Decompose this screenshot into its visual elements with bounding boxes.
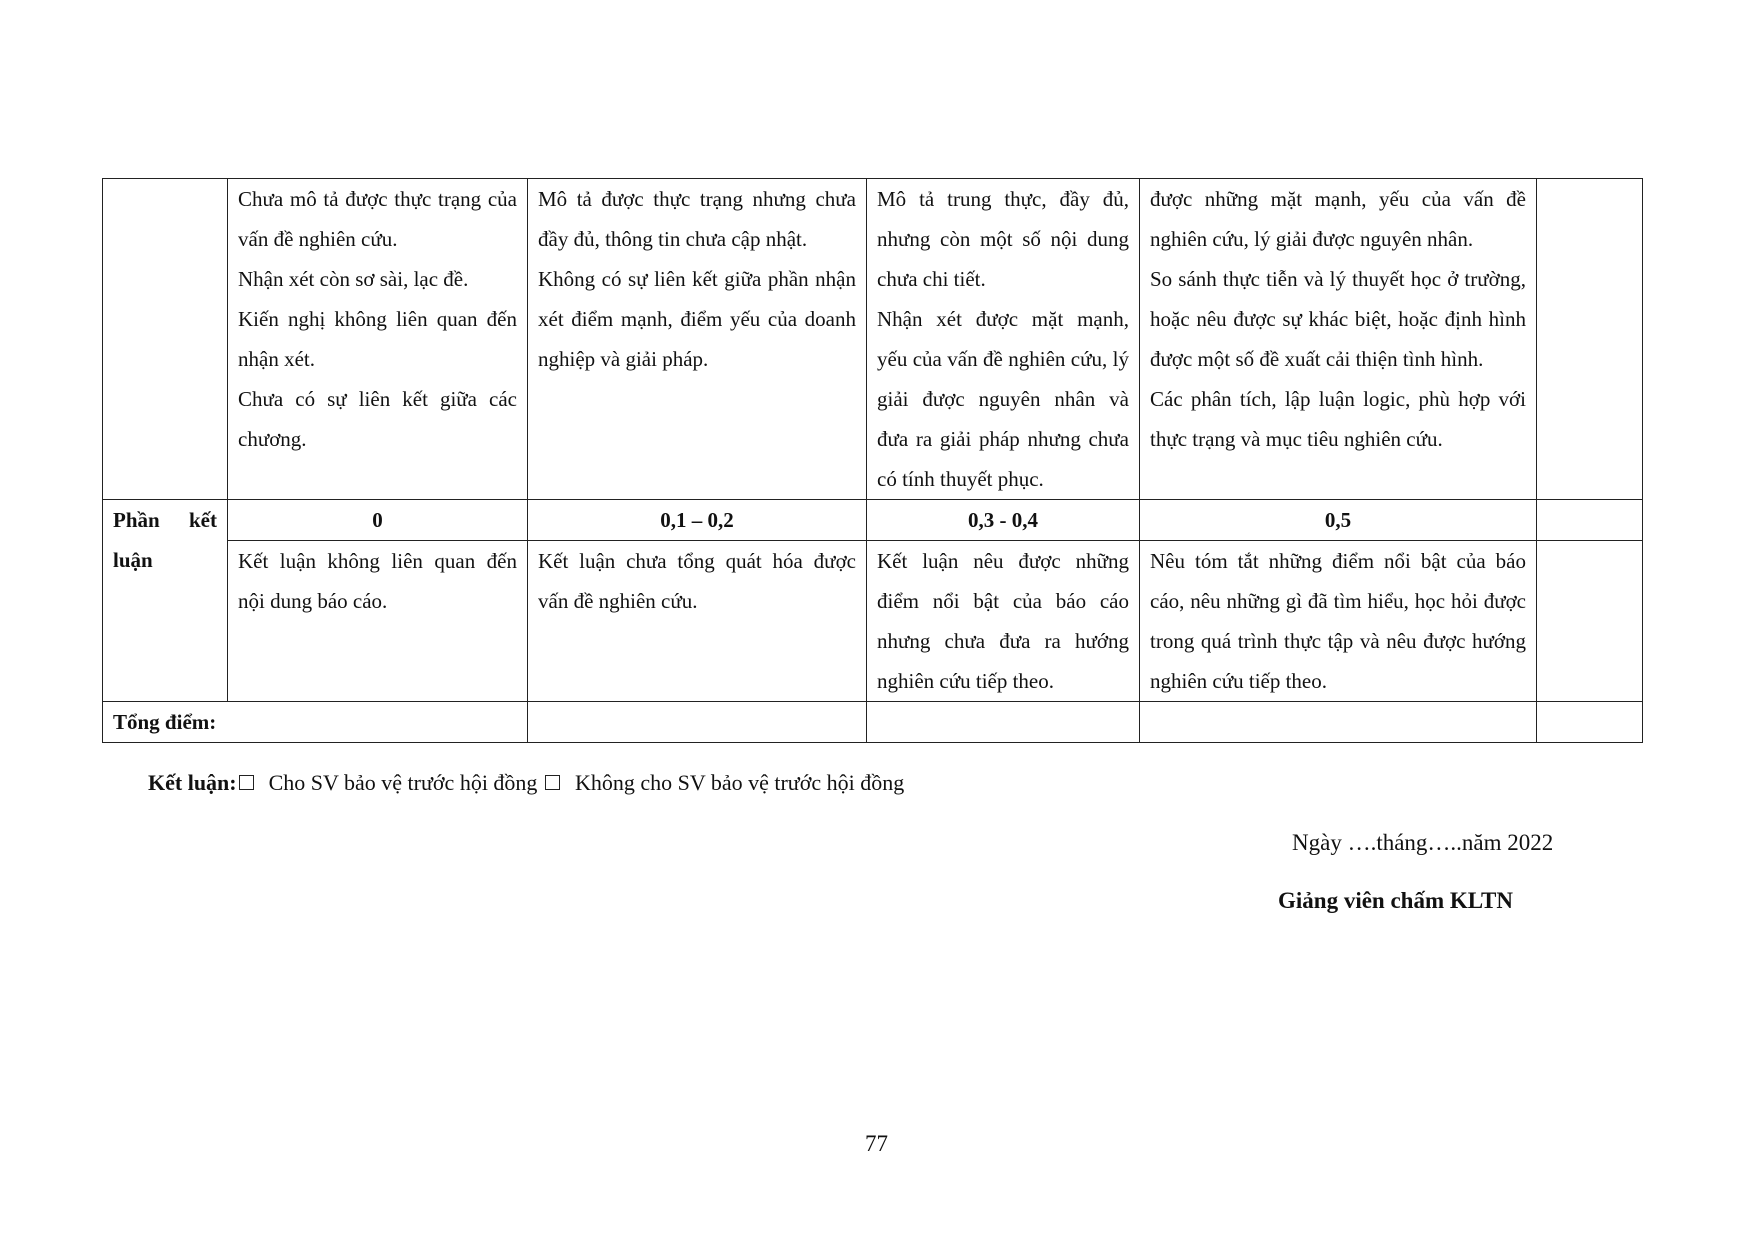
deny-defense-checkbox[interactable] bbox=[545, 775, 560, 790]
conclusion-label: Kết luận: bbox=[148, 770, 237, 795]
conclusion-level-1-description: Kết luận chưa tổng quát hóa được vấn đề nghiên cứu. bbox=[528, 541, 867, 702]
score-level-1: 0,1 – 0,2 bbox=[528, 500, 867, 541]
score-entry-cell bbox=[1537, 179, 1643, 500]
score-entry-cell bbox=[1537, 541, 1643, 702]
total-cell bbox=[867, 702, 1140, 743]
conclusion-level-2-description: Kết luận nêu được những điểm nổi bật của báo cáo nhưng chưa đưa ra hướng nghiên cứu tiếp theo. bbox=[867, 541, 1140, 702]
criterion-label-cell bbox=[103, 179, 228, 500]
allow-defense-option: Cho SV bảo vệ trước hội đồng bbox=[268, 770, 538, 795]
total-score-label: Tổng điểm: bbox=[103, 702, 528, 743]
conclusion-criteria-row bbox=[103, 541, 1643, 702]
total-cell bbox=[1140, 702, 1537, 743]
score-level-2: 0,3 - 0,4 bbox=[867, 500, 1140, 541]
section-label-conclusion: Phần kết luận bbox=[103, 500, 228, 702]
score-entry-cell bbox=[1537, 500, 1643, 541]
level-3-description: được những mặt mạnh, yếu của vấn đề nghiên cứu, lý giải được nguyên nhân. So sánh thực tiễn và lý thuyết học ở trường, hoặc nêu được sự khác biệt, hoặc định hình được một số đề xuất cải thiện tình hình. Các phân tích, lập luận logic, phù hợp với thực trạng và mục tiêu nghiên cứu. bbox=[1140, 179, 1537, 500]
total-score-entry-cell bbox=[1537, 702, 1643, 743]
conclusion-score-row bbox=[103, 500, 1643, 541]
deny-defense-option: Không cho SV bảo vệ trước hội đồng bbox=[574, 770, 905, 795]
grading-rubric-table bbox=[102, 178, 1643, 743]
allow-defense-checkbox[interactable] bbox=[239, 775, 254, 790]
signature-date-line: Ngày ….tháng…..năm 2022 bbox=[1292, 830, 1554, 855]
level-1-description: Mô tả được thực trạng nhưng chưa đầy đủ, thông tin chưa cập nhật. Không có sự liên kết giữa phần nhận xét điểm mạnh, điểm yếu của doanh nghiệp và giải pháp. bbox=[528, 179, 867, 500]
conclusion-level-3-description: Nêu tóm tắt những điểm nổi bật của báo cáo, nêu những gì đã tìm hiểu, học hỏi được trong quá trình thực tập và nêu được hướng nghiên cứu tiếp theo. bbox=[1140, 541, 1537, 702]
score-level-3: 0,5 bbox=[1140, 500, 1537, 541]
analysis-criteria-row bbox=[103, 179, 1643, 500]
conclusion-decision bbox=[148, 770, 904, 796]
level-2-description: Mô tả trung thực, đầy đủ, nhưng còn một số nội dung chưa chi tiết. Nhận xét được mặt mạnh, yếu của vấn đề nghiên cứu, lý giải được nguyên nhân và đưa ra giải pháp nhưng chưa có tính thuyết phục. bbox=[867, 179, 1140, 500]
total-score-row bbox=[103, 702, 1643, 743]
page-number: 77 bbox=[865, 1131, 888, 1156]
level-0-description: Chưa mô tả được thực trạng của vấn đề nghiên cứu. Nhận xét còn sơ sài, lạc đề. Kiến nghị không liên quan đến nhận xét. Chưa có sự liên kết giữa các chương. bbox=[228, 179, 528, 500]
total-cell bbox=[528, 702, 867, 743]
conclusion-level-0-description: Kết luận không liên quan đến nội dung báo cáo. bbox=[228, 541, 528, 702]
score-level-0: 0 bbox=[228, 500, 528, 541]
signer-title: Giảng viên chấm KLTN bbox=[1278, 888, 1513, 913]
